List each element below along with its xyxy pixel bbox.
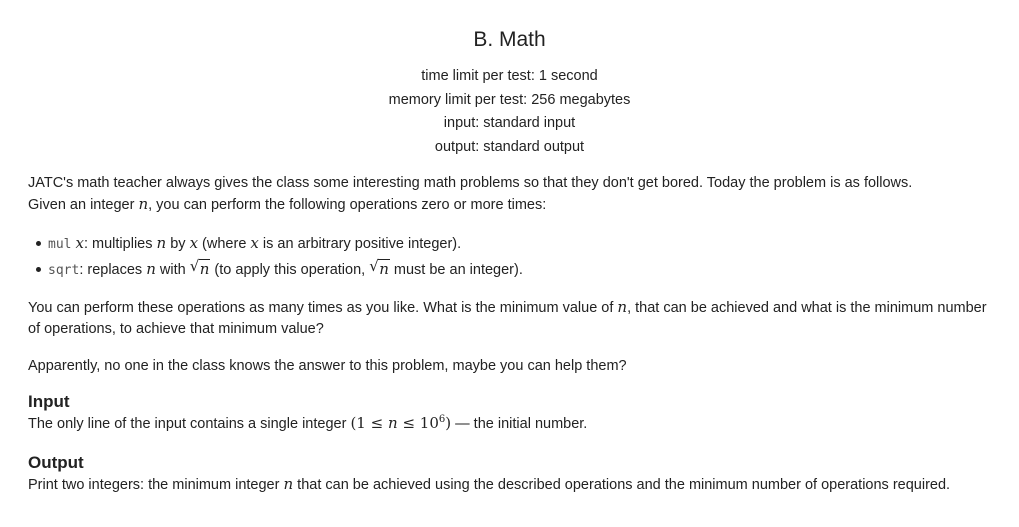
math-n: n <box>138 195 149 213</box>
code-mul: mul <box>48 237 72 252</box>
problem-limits <box>0 65 1019 159</box>
math-x: x <box>75 234 84 252</box>
problem-statement <box>28 173 998 496</box>
memory-limit: memory limit per test: 256 megabytes <box>388 91 631 108</box>
output-section <box>28 452 998 496</box>
problem-title: B. Math <box>473 28 546 51</box>
statement-paragraph-1: JATC's math teacher always gives the class some interesting math problems so that they don't get bored. Today the problem is as follows. Given an integer n, you can perform the following operations zero or more times: <box>28 175 913 213</box>
constraint: $(1 \le n \le 10^6)$ <box>350 414 452 432</box>
output-section-text: Print two integers: the minimum integer n that can be achieved using the described operations and the minimum number of operations required. <box>28 475 951 493</box>
operation-mul: mul x: multiplies n by x (where x is an arbitrary positive integer). <box>28 231 998 257</box>
input-spec: input: standard input <box>443 115 576 131</box>
sqrt-n: √ n <box>189 257 210 278</box>
sqrt-n: √ n <box>369 257 389 278</box>
time-limit: time limit per test: 1 second <box>421 68 598 84</box>
code-sqrt: sqrt <box>48 263 80 278</box>
output-section-title: Output <box>28 453 84 472</box>
operations-list <box>28 231 998 283</box>
output-spec: output: standard output <box>434 138 585 155</box>
operation-sqrt: sqrt: replaces n with √ n (to apply this operation, √ n must be an integer). <box>28 257 998 283</box>
statement-paragraph-3: Apparently, no one in the class knows the answer to this problem, maybe you can help them? <box>28 358 627 374</box>
input-section-title: Input <box>28 392 70 411</box>
statement-paragraph-2: You can perform these operations as many times as you like. What is the minimum value of n, that can be achieved and what is the minimum number of operations, to achieve that minimum value? <box>28 298 987 337</box>
input-section-text: The only line of the input contains a single integer $(1 \le n \le 10^6)$ — the initial number. <box>28 414 588 432</box>
input-section <box>28 391 998 435</box>
